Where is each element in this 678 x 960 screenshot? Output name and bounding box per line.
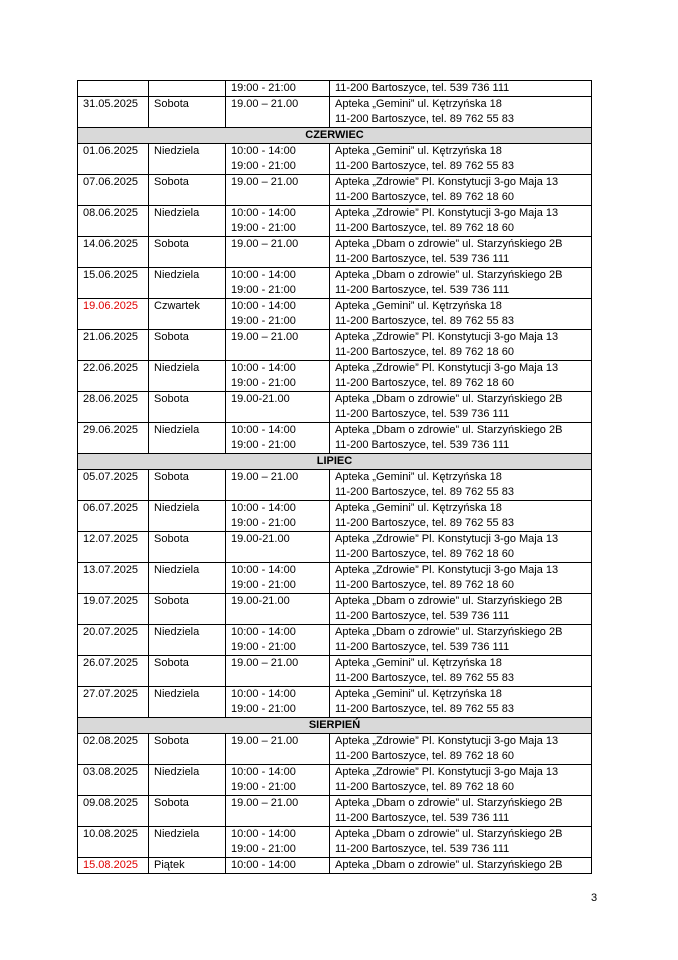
hours-line: 19:00 - 21:00 (231, 641, 296, 653)
pharmacy-line: Apteka „Dbam o zdrowie” ul. Starzyńskiego 2B (335, 269, 563, 281)
weekday-cell: Sobota (149, 470, 226, 501)
schedule-row (78, 206, 592, 237)
weekday-cell: Niedziela (149, 501, 226, 532)
month-header: SIERPIEŃ (78, 718, 592, 734)
duty-schedule-table (77, 80, 592, 874)
pharmacy-cell (330, 392, 592, 423)
hours-cell (226, 175, 330, 206)
hours-line: 10:00 - 14:00 (231, 269, 296, 281)
schedule-row (78, 237, 592, 268)
schedule-row (78, 656, 592, 687)
schedule-row (78, 858, 592, 874)
date-cell: 10.08.2025 (78, 827, 149, 858)
pharmacy-line: 11-200 Bartoszyce, tel. 89 762 55 83 (335, 517, 514, 529)
hours-line: 19:00 - 21:00 (231, 315, 296, 327)
hours-cell (226, 268, 330, 299)
pharmacy-line: Apteka „Gemini” ul. Kętrzyńska 18 (335, 98, 502, 110)
hours-cell (226, 392, 330, 423)
schedule-row (78, 423, 592, 454)
pharmacy-line: 11-200 Bartoszyce, tel. 89 762 18 60 (335, 191, 514, 203)
date-cell: 08.06.2025 (78, 206, 149, 237)
date-cell: 12.07.2025 (78, 532, 149, 563)
hours-line: 10:00 - 14:00 (231, 207, 296, 219)
pharmacy-cell (330, 175, 592, 206)
hours-line: 19.00 – 21.00 (231, 176, 299, 188)
pharmacy-cell (330, 858, 592, 874)
hours-line: 10:00 - 14:00 (231, 502, 296, 514)
weekday-cell: Sobota (149, 734, 226, 765)
month-header: CZERWIEC (78, 128, 592, 144)
weekday-cell: Niedziela (149, 423, 226, 454)
pharmacy-line: 11-200 Bartoszyce, tel. 89 762 55 83 (335, 486, 514, 498)
weekday-cell: Sobota (149, 656, 226, 687)
date-cell: 26.07.2025 (78, 656, 149, 687)
pharmacy-cell (330, 827, 592, 858)
pharmacy-line: 11-200 Bartoszyce, tel. 89 762 55 83 (335, 703, 514, 715)
hours-line: 10:00 - 14:00 (231, 626, 296, 638)
pharmacy-line: Apteka „Gemini” ul. Kętrzyńska 18 (335, 657, 502, 669)
pharmacy-cell (330, 237, 592, 268)
hours-line: 19:00 - 21:00 (231, 781, 296, 793)
month-header-row (78, 128, 592, 144)
pharmacy-line: 11-200 Bartoszyce, tel. 539 736 111 (335, 610, 510, 622)
weekday-cell: Niedziela (149, 206, 226, 237)
date-cell: 28.06.2025 (78, 392, 149, 423)
hours-line: 10:00 - 14:00 (231, 766, 296, 778)
pharmacy-line: 11-200 Bartoszyce, tel. 539 736 111 (335, 641, 510, 653)
weekday-cell: Niedziela (149, 563, 226, 594)
month-header-row (78, 454, 592, 470)
weekday-cell: Czwartek (149, 299, 226, 330)
hours-line: 19.00 – 21.00 (231, 238, 299, 250)
pharmacy-cell (330, 796, 592, 827)
date-cell: 05.07.2025 (78, 470, 149, 501)
schedule-row (78, 268, 592, 299)
date-cell: 19.07.2025 (78, 594, 149, 625)
hours-cell (226, 594, 330, 625)
hours-cell (226, 796, 330, 827)
pharmacy-line: Apteka „Dbam o zdrowie” ul. Starzyńskiego 2B (335, 828, 563, 840)
date-cell (78, 81, 149, 97)
date-cell: 14.06.2025 (78, 237, 149, 268)
schedule-row (78, 81, 592, 97)
hours-line: 19:00 - 21:00 (231, 703, 296, 715)
pharmacy-line: 11-200 Bartoszyce, tel. 89 762 18 60 (335, 377, 514, 389)
hours-line: 19.00 – 21.00 (231, 797, 299, 809)
hours-cell (226, 656, 330, 687)
hours-cell (226, 470, 330, 501)
hours-cell (226, 237, 330, 268)
hours-cell (226, 532, 330, 563)
date-cell: 06.07.2025 (78, 501, 149, 532)
pharmacy-cell (330, 144, 592, 175)
pharmacy-line: Apteka „Dbam o zdrowie” ul. Starzyńskiego 2B (335, 238, 563, 250)
pharmacy-line: Apteka „Dbam o zdrowie” ul. Starzyńskiego 2B (335, 859, 563, 871)
schedule-row (78, 532, 592, 563)
pharmacy-line: Apteka „Zdrowie” Pl. Konstytucji 3-go Maja 13 (335, 735, 559, 747)
pharmacy-cell (330, 501, 592, 532)
date-cell: 22.06.2025 (78, 361, 149, 392)
pharmacy-line: 11-200 Bartoszyce, tel. 89 762 55 83 (335, 672, 514, 684)
schedule-row (78, 97, 592, 128)
hours-cell (226, 734, 330, 765)
weekday-cell: Niedziela (149, 361, 226, 392)
pharmacy-cell (330, 532, 592, 563)
pharmacy-cell (330, 594, 592, 625)
date-cell: 07.06.2025 (78, 175, 149, 206)
pharmacy-line: 11-200 Bartoszyce, tel. 539 736 111 (335, 439, 510, 451)
schedule-row (78, 625, 592, 656)
date-cell: 21.06.2025 (78, 330, 149, 361)
date-cell: 29.06.2025 (78, 423, 149, 454)
pharmacy-line: Apteka „Gemini” ul. Kętrzyńska 18 (335, 688, 502, 700)
pharmacy-cell (330, 625, 592, 656)
date-cell: 13.07.2025 (78, 563, 149, 594)
month-header-row (78, 718, 592, 734)
date-cell: 27.07.2025 (78, 687, 149, 718)
schedule-row (78, 796, 592, 827)
pharmacy-line: 11-200 Bartoszyce, tel. 89 762 55 83 (335, 315, 514, 327)
weekday-cell: Sobota (149, 330, 226, 361)
hours-line: 19:00 - 21:00 (231, 377, 296, 389)
date-cell: 19.06.2025 (78, 299, 149, 330)
hours-line: 19.00 – 21.00 (231, 471, 299, 483)
schedule-body (78, 81, 592, 874)
pharmacy-cell (330, 361, 592, 392)
pharmacy-line: Apteka „Dbam o zdrowie” ul. Starzyńskiego 2B (335, 626, 563, 638)
date-cell: 02.08.2025 (78, 734, 149, 765)
hours-cell (226, 625, 330, 656)
hours-line: 10:00 - 14:00 (231, 145, 296, 157)
schedule-row (78, 687, 592, 718)
hours-cell (226, 687, 330, 718)
hours-cell (226, 501, 330, 532)
pharmacy-cell (330, 656, 592, 687)
schedule-row (78, 501, 592, 532)
hours-line: 10:00 - 14:00 (231, 564, 296, 576)
schedule-row (78, 144, 592, 175)
hours-line: 19:00 - 21:00 (231, 284, 296, 296)
pharmacy-line: 11-200 Bartoszyce, tel. 539 736 111 (335, 284, 510, 296)
pharmacy-line: Apteka „Gemini” ul. Kętrzyńska 18 (335, 145, 502, 157)
pharmacy-line: 11-200 Bartoszyce, tel. 89 762 18 60 (335, 781, 514, 793)
pharmacy-cell (330, 734, 592, 765)
weekday-cell: Sobota (149, 237, 226, 268)
pharmacy-cell (330, 470, 592, 501)
hours-line: 19:00 - 21:00 (231, 439, 296, 451)
weekday-cell: Niedziela (149, 827, 226, 858)
hours-line: 10:00 - 14:00 (231, 362, 296, 374)
hours-cell (226, 81, 330, 97)
pharmacy-line: 11-200 Bartoszyce, tel. 539 736 111 (335, 843, 510, 855)
date-cell: 03.08.2025 (78, 765, 149, 796)
pharmacy-line: Apteka „Dbam o zdrowie” ul. Starzyńskiego 2B (335, 797, 563, 809)
weekday-cell: Niedziela (149, 144, 226, 175)
schedule-row (78, 330, 592, 361)
pharmacy-line: Apteka „Gemini” ul. Kętrzyńska 18 (335, 502, 502, 514)
weekday-cell: Sobota (149, 392, 226, 423)
weekday-cell: Niedziela (149, 687, 226, 718)
schedule-row (78, 827, 592, 858)
hours-line: 19:00 - 21:00 (231, 222, 296, 234)
pharmacy-line: 11-200 Bartoszyce, tel. 89 762 18 60 (335, 548, 514, 560)
pharmacy-cell (330, 299, 592, 330)
hours-cell (226, 858, 330, 874)
weekday-cell: Sobota (149, 532, 226, 563)
date-cell: 31.05.2025 (78, 97, 149, 128)
pharmacy-line: Apteka „Zdrowie” Pl. Konstytucji 3-go Maja 13 (335, 766, 559, 778)
pharmacy-line: 11-200 Bartoszyce, tel. 89 762 18 60 (335, 346, 514, 358)
hours-line: 19:00 - 21:00 (231, 843, 296, 855)
weekday-cell: Niedziela (149, 625, 226, 656)
hours-cell (226, 206, 330, 237)
pharmacy-cell (330, 423, 592, 454)
weekday-cell (149, 81, 226, 97)
schedule-row (78, 734, 592, 765)
pharmacy-line: Apteka „Gemini” ul. Kętrzyńska 18 (335, 471, 502, 483)
pharmacy-line: 11-200 Bartoszyce, tel. 89 762 55 83 (335, 113, 514, 125)
schedule-row (78, 594, 592, 625)
page-number: 3 (591, 892, 598, 904)
hours-cell (226, 330, 330, 361)
pharmacy-line: Apteka „Zdrowie” Pl. Konstytucji 3-go Maja 13 (335, 564, 559, 576)
pharmacy-line: Apteka „Dbam o zdrowie” ul. Starzyńskiego 2B (335, 595, 563, 607)
date-cell: 01.06.2025 (78, 144, 149, 175)
hours-line: 19.00-21.00 (231, 533, 290, 545)
weekday-cell: Sobota (149, 175, 226, 206)
hours-cell (226, 97, 330, 128)
pharmacy-line: Apteka „Zdrowie” Pl. Konstytucji 3-go Maja 13 (335, 362, 559, 374)
date-cell: 09.08.2025 (78, 796, 149, 827)
pharmacy-line: 11-200 Bartoszyce, tel. 89 762 18 60 (335, 579, 514, 591)
weekday-cell: Piątek (149, 858, 226, 874)
hours-line: 10:00 - 14:00 (231, 424, 296, 436)
hours-cell (226, 563, 330, 594)
hours-cell (226, 299, 330, 330)
pharmacy-cell (330, 97, 592, 128)
hours-line: 10:00 - 14:00 (231, 688, 296, 700)
pharmacy-line: 11-200 Bartoszyce, tel. 539 736 111 (335, 82, 510, 94)
schedule-row (78, 175, 592, 206)
schedule-row (78, 765, 592, 796)
date-cell: 15.06.2025 (78, 268, 149, 299)
pharmacy-line: 11-200 Bartoszyce, tel. 89 762 18 60 (335, 222, 514, 234)
hours-line: 19:00 - 21:00 (231, 579, 296, 591)
pharmacy-cell (330, 268, 592, 299)
pharmacy-line: Apteka „Dbam o zdrowie” ul. Starzyńskiego 2B (335, 393, 563, 405)
pharmacy-cell (330, 687, 592, 718)
date-cell: 15.08.2025 (78, 858, 149, 874)
pharmacy-line: 11-200 Bartoszyce, tel. 539 736 111 (335, 812, 510, 824)
hours-line: 19.00 – 21.00 (231, 331, 299, 343)
hours-line: 19.00 – 21.00 (231, 735, 299, 747)
hours-cell (226, 144, 330, 175)
pharmacy-line: Apteka „Dbam o zdrowie” ul. Starzyńskiego 2B (335, 424, 563, 436)
pharmacy-line: Apteka „Zdrowie” Pl. Konstytucji 3-go Maja 13 (335, 331, 559, 343)
hours-cell (226, 765, 330, 796)
hours-line: 19.00-21.00 (231, 393, 290, 405)
hours-line: 10:00 - 14:00 (231, 828, 296, 840)
pharmacy-cell (330, 330, 592, 361)
date-cell: 20.07.2025 (78, 625, 149, 656)
hours-line: 10:00 - 14:00 (231, 300, 296, 312)
pharmacy-line: 11-200 Bartoszyce, tel. 89 762 55 83 (335, 160, 514, 172)
hours-line: 19.00-21.00 (231, 595, 290, 607)
pharmacy-cell (330, 563, 592, 594)
schedule-row (78, 563, 592, 594)
pharmacy-line: Apteka „Zdrowie” Pl. Konstytucji 3-go Maja 13 (335, 207, 559, 219)
weekday-cell: Niedziela (149, 268, 226, 299)
weekday-cell: Sobota (149, 796, 226, 827)
month-header: LIPIEC (78, 454, 592, 470)
pharmacy-line: Apteka „Gemini” ul. Kętrzyńska 18 (335, 300, 502, 312)
weekday-cell: Sobota (149, 594, 226, 625)
hours-line: 19:00 - 21:00 (231, 82, 296, 94)
hours-cell (226, 361, 330, 392)
weekday-cell: Niedziela (149, 765, 226, 796)
weekday-cell: Sobota (149, 97, 226, 128)
hours-cell (226, 423, 330, 454)
hours-line: 19:00 - 21:00 (231, 517, 296, 529)
hours-line: 19.00 – 21.00 (231, 98, 299, 110)
hours-line: 10:00 - 14:00 (231, 859, 296, 871)
pharmacy-cell (330, 765, 592, 796)
pharmacy-cell (330, 206, 592, 237)
pharmacy-cell (330, 81, 592, 97)
pharmacy-line: 11-200 Bartoszyce, tel. 89 762 18 60 (335, 750, 514, 762)
schedule-row (78, 470, 592, 501)
hours-line: 19.00 – 21.00 (231, 657, 299, 669)
hours-line: 19:00 - 21:00 (231, 160, 296, 172)
pharmacy-line: Apteka „Zdrowie” Pl. Konstytucji 3-go Maja 13 (335, 176, 559, 188)
schedule-row (78, 361, 592, 392)
schedule-row (78, 392, 592, 423)
schedule-row (78, 299, 592, 330)
pharmacy-line: 11-200 Bartoszyce, tel. 539 736 111 (335, 408, 510, 420)
pharmacy-line: 11-200 Bartoszyce, tel. 539 736 111 (335, 253, 510, 265)
pharmacy-line: Apteka „Zdrowie” Pl. Konstytucji 3-go Maja 13 (335, 533, 559, 545)
hours-cell (226, 827, 330, 858)
